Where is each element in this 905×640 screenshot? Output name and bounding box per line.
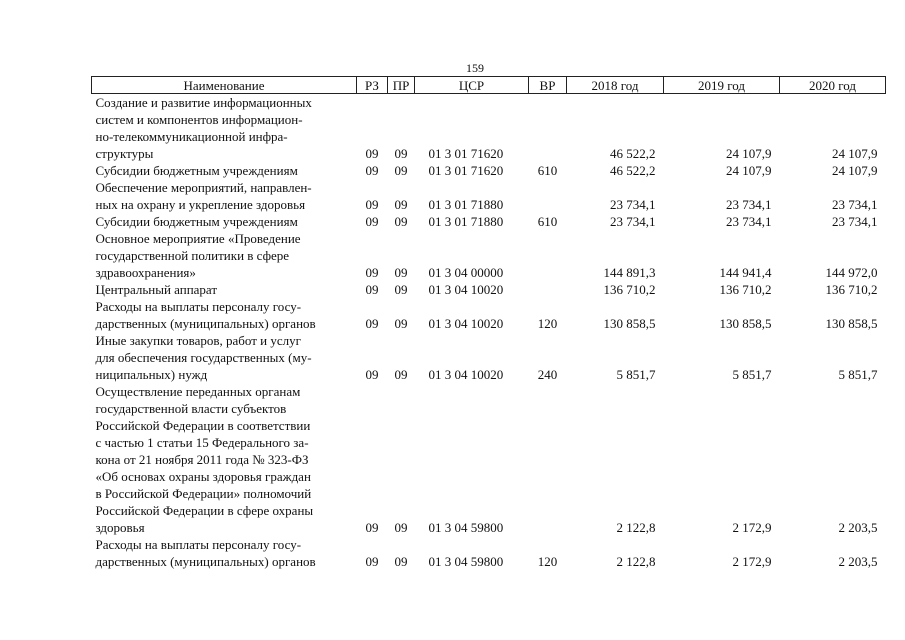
- name-line: для обеспечения государственных (му-: [95, 350, 312, 365]
- name-line: с частью 1 статьи 15 Федерального за-: [95, 435, 309, 450]
- cell-pr: 09: [394, 520, 408, 535]
- page-number: 159: [466, 61, 484, 75]
- cell-name: [92, 298, 357, 332]
- cell-2019: 23 734,1: [726, 214, 772, 229]
- cell-name: [92, 213, 357, 230]
- cell-vr: [529, 281, 567, 298]
- cell-pr: 09: [394, 316, 408, 331]
- cell-vr: 120: [537, 316, 558, 331]
- cell-name: [92, 281, 357, 298]
- cell-vr: 240: [537, 367, 558, 382]
- name-line: кона от 21 ноября 2011 года № 323-ФЗ: [95, 452, 309, 467]
- cell-2019: 5 851,7: [732, 367, 772, 382]
- cell-rz: 09: [365, 316, 379, 331]
- cell-csr: 01 3 01 71620: [428, 146, 504, 161]
- cell-2019: 144 941,4: [719, 265, 772, 280]
- name-line: Российской Федерации в соответствии: [95, 418, 311, 433]
- name-line: Иные закупки товаров, работ и услуг: [95, 333, 301, 348]
- name-line: Создание и развитие информационных: [95, 95, 312, 110]
- cell-csr: 01 3 01 71880: [428, 197, 504, 212]
- cell-vr: 610: [537, 163, 558, 178]
- cell-rz: 09: [365, 367, 379, 382]
- cell-name: [92, 179, 357, 213]
- cell-name: [92, 536, 357, 570]
- cell-2020: 5 851,7: [838, 367, 878, 382]
- cell-2020: 24 107,9: [832, 163, 878, 178]
- table-row: [92, 383, 886, 536]
- header-year-2020: 2020 год: [780, 77, 886, 94]
- cell-name: [92, 332, 357, 383]
- name-line: Расходы на выплаты персоналу госу-: [95, 299, 302, 314]
- cell-csr: 01 3 01 71620: [428, 163, 504, 178]
- cell-2018: 5 851,7: [616, 367, 656, 382]
- cell-vr: [529, 94, 567, 163]
- cell-2020: 23 734,1: [832, 197, 878, 212]
- header-pr: ПР: [388, 77, 415, 94]
- name-line: в Российской Федерации» полномочий: [95, 486, 312, 501]
- name-line: структуры: [95, 146, 154, 161]
- cell-2018: 46 522,2: [610, 163, 656, 178]
- cell-csr: 01 3 04 59800: [428, 520, 504, 535]
- cell-2020: 2 203,5: [838, 554, 878, 569]
- header-rz: РЗ: [357, 77, 388, 94]
- cell-vr: [529, 383, 567, 536]
- cell-2019: 23 734,1: [726, 197, 772, 212]
- cell-2018: 46 522,2: [610, 146, 656, 161]
- name-line: но-телекоммуникационной инфра-: [95, 129, 288, 144]
- name-line: систем и компонентов информацион-: [95, 112, 303, 127]
- cell-rz: 09: [365, 554, 379, 569]
- name-line: государственной власти субъектов: [95, 401, 287, 416]
- table-row: [92, 213, 886, 230]
- name-line: государственной политики в сфере: [95, 248, 290, 263]
- cell-2019: 24 107,9: [726, 146, 772, 161]
- cell-csr: 01 3 04 10020: [428, 367, 504, 382]
- cell-pr: 09: [394, 146, 408, 161]
- header-vr: ВР: [529, 77, 567, 94]
- cell-pr: 09: [394, 265, 408, 280]
- header-year-2019: 2019 год: [664, 77, 780, 94]
- cell-vr: [529, 179, 567, 213]
- cell-2018: 23 734,1: [610, 214, 656, 229]
- cell-pr: 09: [394, 282, 408, 297]
- cell-2018: 23 734,1: [610, 197, 656, 212]
- cell-2019: 130 858,5: [719, 316, 772, 331]
- name-line: Обеспечение мероприятий, направлен-: [95, 180, 312, 195]
- cell-vr: 610: [537, 214, 558, 229]
- name-line: Осуществление переданных органам: [95, 384, 301, 399]
- cell-vr: 120: [537, 554, 558, 569]
- budget-table: [91, 76, 886, 570]
- cell-2020: 130 858,5: [825, 316, 878, 331]
- table-row: [92, 94, 886, 163]
- cell-csr: 01 3 04 10020: [428, 282, 504, 297]
- cell-2018: 144 891,3: [603, 265, 656, 280]
- name-line: Российской Федерации в сфере охраны: [95, 503, 314, 518]
- table-row: [92, 281, 886, 298]
- table-row: [92, 536, 886, 570]
- table-row: [92, 298, 886, 332]
- cell-2019: 136 710,2: [719, 282, 772, 297]
- table-row: [92, 162, 886, 179]
- name-line: ниципальных) нужд: [95, 367, 208, 382]
- name-line: здоровья: [95, 520, 145, 535]
- name-line: Расходы на выплаты персоналу госу-: [95, 537, 302, 552]
- cell-rz: 09: [365, 520, 379, 535]
- name-line: здравоохранения»: [95, 265, 196, 280]
- cell-csr: 01 3 01 71880: [428, 214, 504, 229]
- cell-2019: 2 172,9: [732, 554, 772, 569]
- cell-csr: 01 3 04 59800: [428, 554, 504, 569]
- cell-2020: 23 734,1: [832, 214, 878, 229]
- name-line: дарственных (муниципальных) органов: [95, 316, 316, 331]
- name-line: дарственных (муниципальных) органов: [95, 554, 316, 569]
- header-csr: ЦСР: [415, 77, 529, 94]
- cell-name: [92, 383, 357, 536]
- cell-pr: 09: [394, 163, 408, 178]
- cell-2019: 2 172,9: [732, 520, 772, 535]
- cell-csr: 01 3 04 00000: [428, 265, 504, 280]
- name-line: Субсидии бюджетным учреждениям: [95, 163, 298, 178]
- cell-rz: 09: [365, 163, 379, 178]
- cell-2018: 136 710,2: [603, 282, 656, 297]
- cell-rz: 09: [365, 197, 379, 212]
- table-row: [92, 179, 886, 213]
- name-line: Центральный аппарат: [95, 282, 218, 297]
- cell-2020: 2 203,5: [838, 520, 878, 535]
- cell-rz: 09: [365, 146, 379, 161]
- table-header-row: [92, 77, 886, 94]
- table-row: [92, 230, 886, 281]
- header-name: Наименование: [92, 77, 357, 94]
- cell-rz: 09: [365, 265, 379, 280]
- cell-pr: 09: [394, 197, 408, 212]
- cell-2018: 2 122,8: [616, 554, 656, 569]
- cell-2020: 24 107,9: [832, 146, 878, 161]
- cell-pr: 09: [394, 367, 408, 382]
- name-line: «Об основах охраны здоровья граждан: [95, 469, 311, 484]
- name-line: Основное мероприятие «Проведение: [95, 231, 301, 246]
- cell-vr: [529, 230, 567, 281]
- table-body: [92, 94, 886, 571]
- cell-csr: 01 3 04 10020: [428, 316, 504, 331]
- cell-pr: 09: [394, 554, 408, 569]
- cell-pr: 09: [394, 214, 408, 229]
- cell-name: [92, 94, 357, 163]
- cell-2018: 130 858,5: [603, 316, 656, 331]
- table-row: [92, 332, 886, 383]
- cell-name: [92, 162, 357, 179]
- cell-2020: 136 710,2: [825, 282, 878, 297]
- cell-2018: 2 122,8: [616, 520, 656, 535]
- cell-rz: 09: [365, 282, 379, 297]
- cell-2019: 24 107,9: [726, 163, 772, 178]
- cell-rz: 09: [365, 214, 379, 229]
- name-line: ных на охрану и укрепление здоровья: [95, 197, 306, 212]
- name-line: Субсидии бюджетным учреждениям: [95, 214, 298, 229]
- header-year-2018: 2018 год: [567, 77, 664, 94]
- cell-2020: 144 972,0: [825, 265, 878, 280]
- cell-name: [92, 230, 357, 281]
